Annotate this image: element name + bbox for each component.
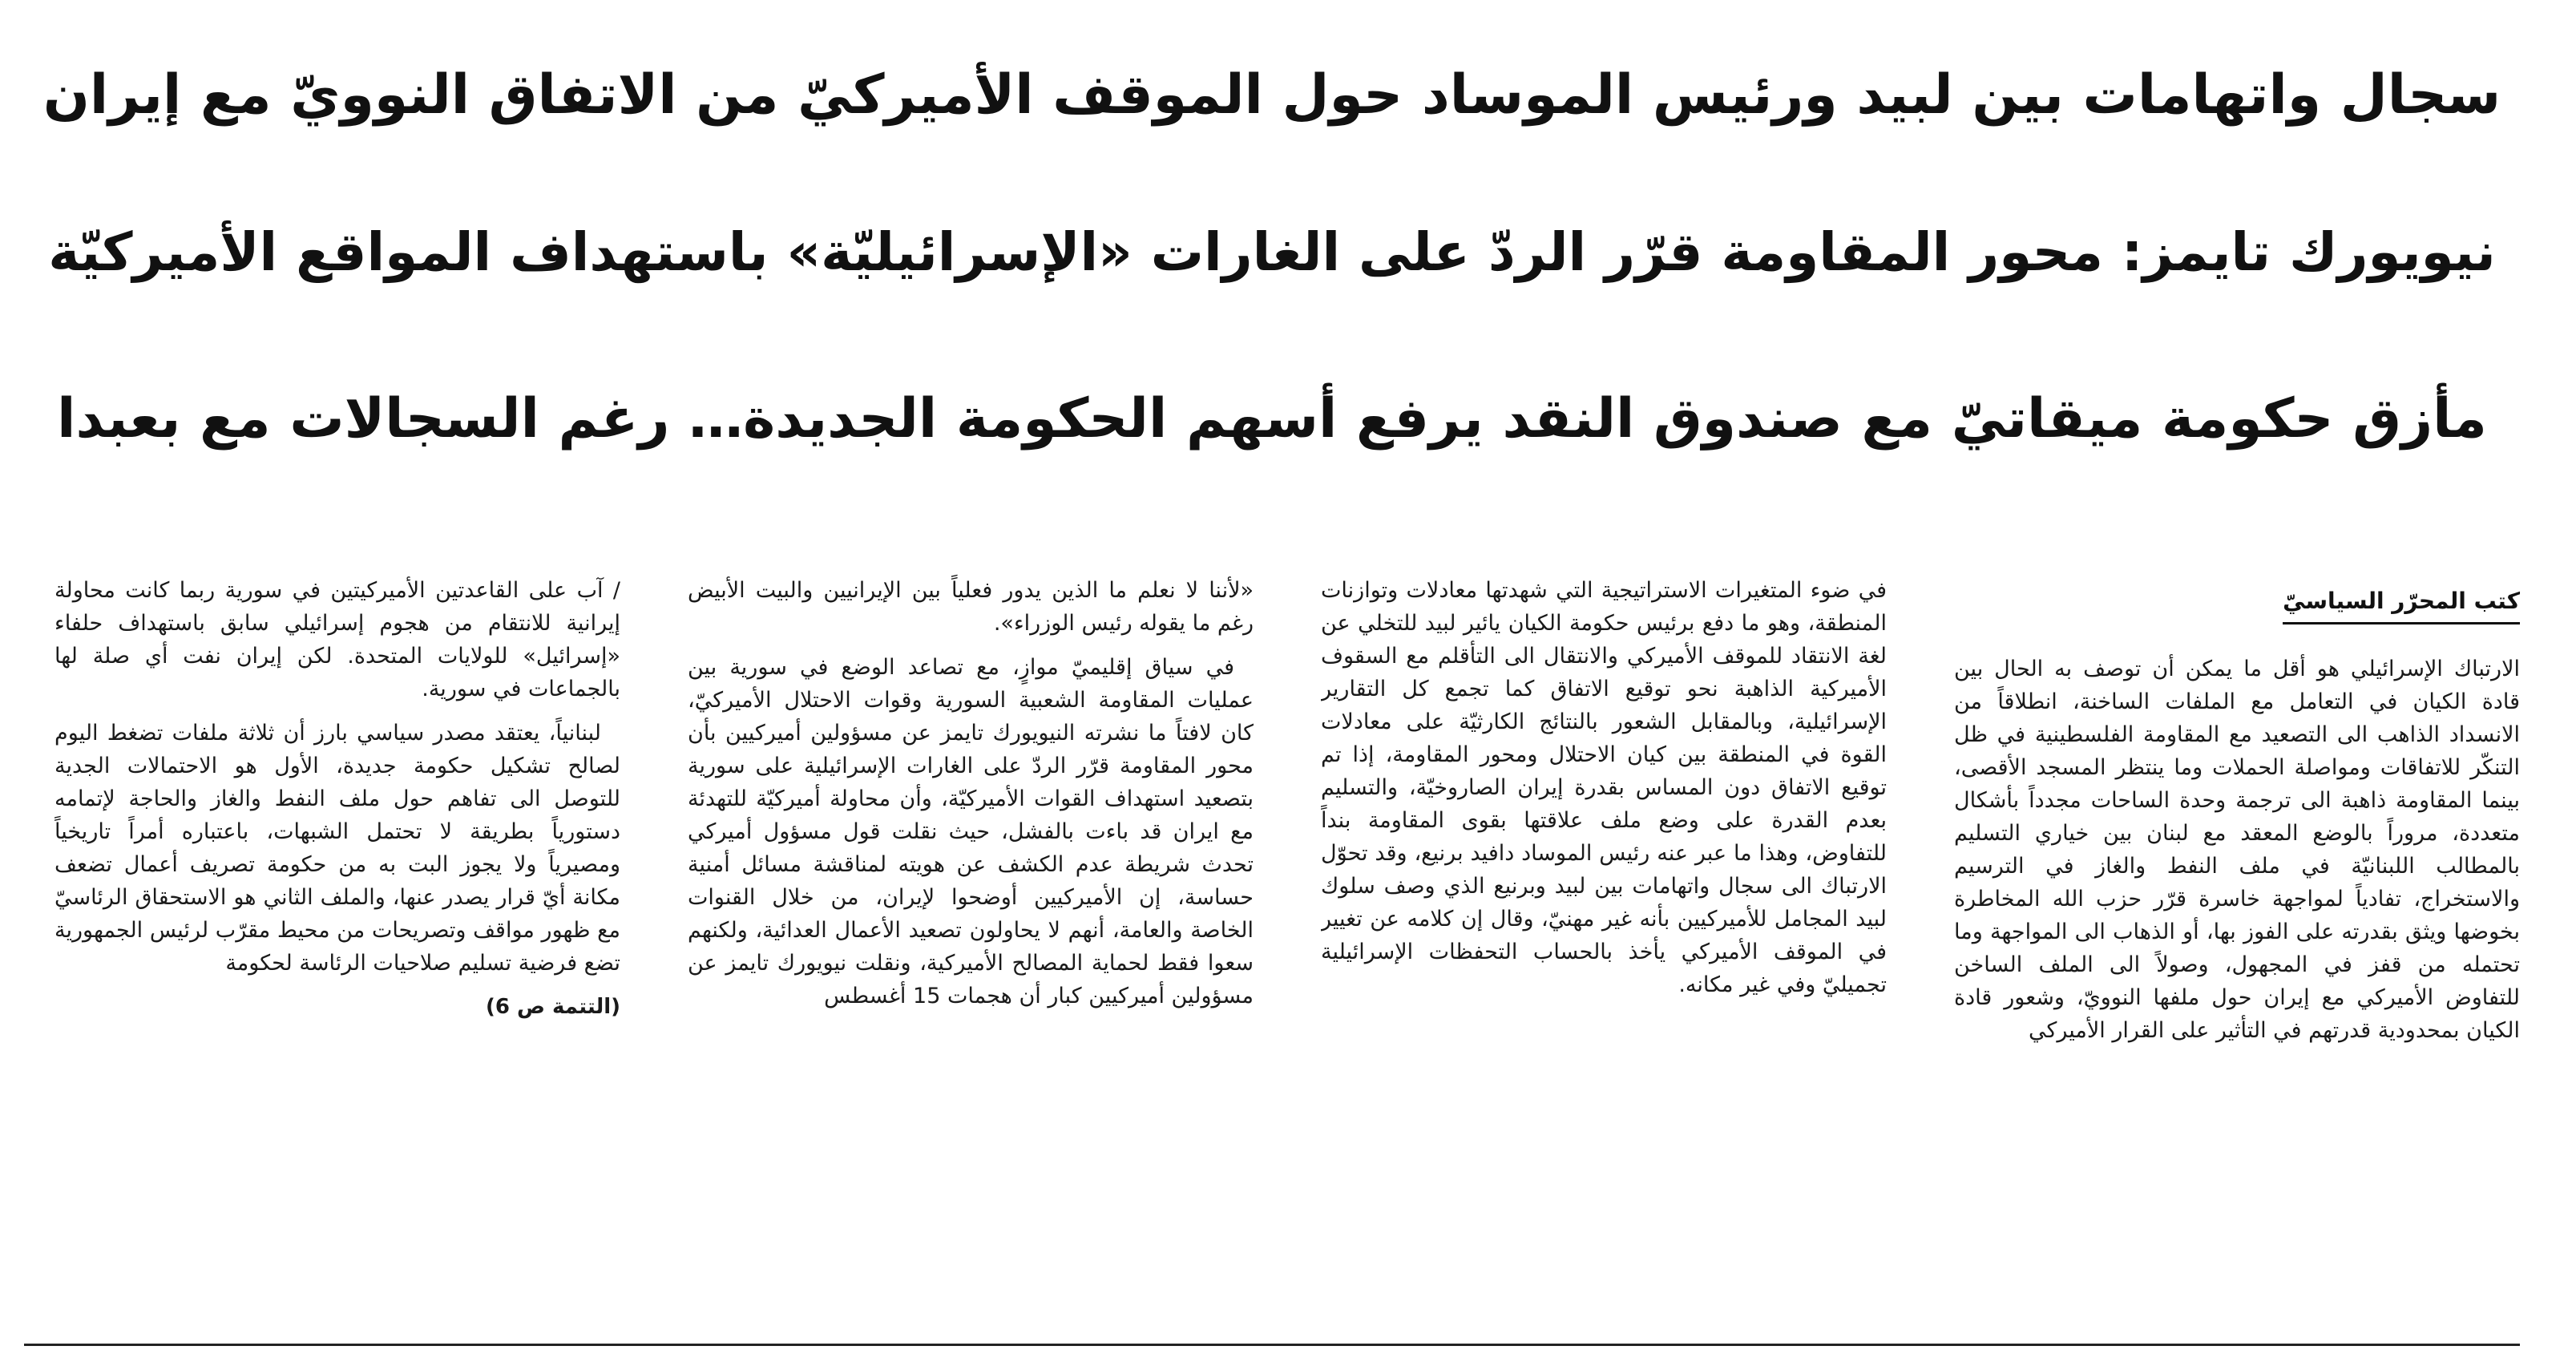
paragraph: لبنانياً، يعتقد مصدر سياسي بارز أن ثلاثة ملفات تضغط اليوم لصالح تشكيل حكومة جديدة، الأول هو الاحتمالات الجدية للتوصل الى تفاهم حول ملف النفط والغاز والحاجة لإتمامه دستورياً بطريقة لا تحتمل الشبهات، باعتباره أمراً تاريخياً ومصيرياً ولا يجوز البت به من حكومة تصريف أعمال تضعف مكانة أيّ قرار يصدر عنها، والملف الثاني هو الاستحقاق الرئاسيّ مع ظهور مواقف وتصريحات من محيط مقرّب لرئيس الجمهورية تضع فرضية تسليم صلاحيات الرئاسة لحكومة [55, 721, 620, 976]
headline-third: مأزق حكومة ميقاتيّ مع صندوق النقد يرفع أسهم الحكومة الجديدة… رغم السجالات مع بعبدا [57, 387, 2487, 451]
article-columns [24, 574, 2520, 1312]
paragraph: «لأننا لا نعلم ما الذين يدور فعلياً بين الإيرانيين والبيت الأبيض رغم ما يقوله رئيس الوزراء». [688, 578, 1254, 636]
headline-main: نيويورك تايمز: محور المقاومة قرّر الردّ على الغارات «الإسرائيليّة» باستهداف المواقع الأميركيّة [48, 221, 2496, 283]
article-column-2 [1321, 574, 1887, 1312]
paragraph: الارتباك الإسرائيلي هو أقل ما يمكن أن توصف به الحال بين قادة الكيان في التعامل مع الملفات الساخنة، انطلاقاً من الانسداد الذاهب الى التصعيد مع المقاومة الفلسطينية في ظل التنكّر للاتفاقات ومواصلة الحملات وما ينتظر المسجد الأقصى، بينما المقاومة ذاهبة الى ترجمة وحدة الساحات مجدداً بأشكال متعددة، مروراً بالوضع المعقد مع لبنان بين خياري التسليم بالمطالب اللبنانيّة في ملف النفط والغاز في الترسيم والاستخراج، تفادياً لمواجهة خاسرة قرّر حزب الله المخاطرة بخوضها ويثق بقدرته على الفوز بها، أو الذهاب الى المواجهة وما تحتمله من قفز في المجهول، وصولاً الى الملف الساخن للتفاوض الأميركي مع إيران حول ملفها النوويّ، وشعور قادة الكيان بمحدودية قدرتهم في التأثير على القرار الأميركي [1954, 657, 2520, 1043]
newspaper-page [24, 0, 2520, 1354]
paragraph: / آب على القاعدتين الأميركيتين في سورية ربما كانت محاولة إيرانية للانتقام من هجوم إسرائيلي سابق باستهداف حلفاء «إسرائيل» للولايات المتحدة. لكن إيران نفت أي صلة لها بالجماعات في سورية. [55, 578, 620, 701]
article-column-1 [1954, 653, 2520, 1312]
headline-top: سجال واتهامات بين لبيد ورئيس الموساد حول الموقف الأميركيّ من الاتفاق النوويّ مع إيران [42, 63, 2501, 127]
paragraph: في سياق إقليميّ موازٍ، مع تصاعد الوضع في سورية بين عمليات المقاومة الشعبية السورية وقوات الاحتلال الأميركيّ، كان لافتاً ما نشرته النيويورك تايمز عن مسؤولين أميركيين بأن محور المقاومة قرّر الردّ على الغارات الإسرائيلية على سورية بتصعيد استهداف القوات الأميركيّة، وأن محاولة أميركيّة للتهدئة مع ايران قد باءت بالفشل، حيث نقلت قول مسؤول أميركي تحدث شريطة عدم الكشف عن هويته لمناقشة مسائل أمنية حساسة، إن الأميركيين أوضحوا لإيران، من خلال القنوات الخاصة والعامة، أنهم لا يحاولون تصعيد الأعمال العدائية، ولكنهم سعوا فقط لحماية المصالح الأميركية، ونقلت نيويورك تايمز عن مسؤولين أميركيين كبار أن هجمات 15 أغسطس [688, 655, 1254, 1008]
byline: كتب المحرّر السياسيّ [2283, 585, 2520, 624]
bottom-divider [24, 1344, 2520, 1346]
article-column-4 [55, 574, 620, 1312]
paragraph: في ضوء المتغيرات الاستراتيجية التي شهدتها معادلات وتوازنات المنطقة، وهو ما دفع برئيس حكومة الكيان يائير لبيد للتخلي عن لغة الانتقاد للموقف الأميركي والانتقال الى التأقلم مع السقوف الأميركية الذاهبة نحو توقيع الاتفاق كما تجمع كل التقارير الإسرائيلية، وبالمقابل الشعور بالنتائج الكارثيّة على معادلات القوة في المنطقة بين كيان الاحتلال ومحور المقاومة، إذا تم توقيع الاتفاق دون المساس بقدرة إيران الصاروخيّة، والتسليم بعدم القدرة على وضع ملف علاقتها بقوى المقاومة بنداً للتفاوض، وهذا ما عبر عنه رئيس الموساد دافيد برنيع، وقد تحوّل الارتباك الى سجال واتهامات بين لبيد وبرنيع الذي وصف سلوك لبيد المجامل للأميركيين بأنه غير مهنيّ، وقال إن كلامه عن تغيير في الموقف الأميركي يأخذ بالحساب التحفظات الإسرائيلية تجميليّ وفي غير مكانه. [1321, 578, 1887, 997]
continued-marker: (التتمة ص 6) [485, 995, 620, 1019]
article-column-3 [688, 574, 1254, 1312]
